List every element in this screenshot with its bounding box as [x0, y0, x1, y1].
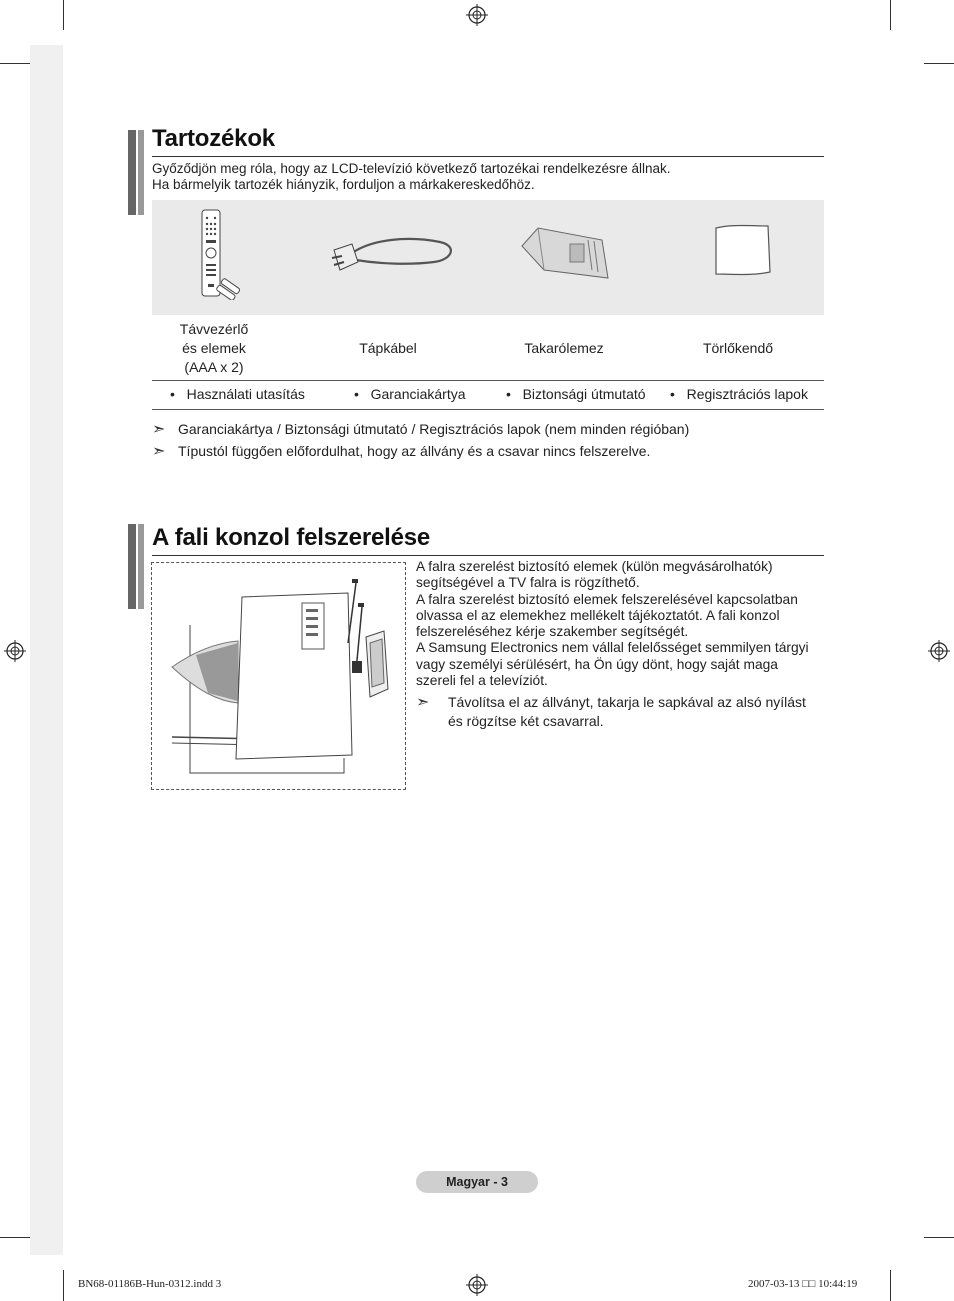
registration-mark-icon	[4, 640, 26, 662]
note-arrow-icon: ➣	[152, 421, 166, 438]
crop-mark	[924, 1237, 954, 1238]
note-arrow-icon: ➣	[416, 694, 430, 711]
page-number-pill: Magyar - 3	[416, 1171, 538, 1193]
wall-mount-body	[416, 559, 826, 689]
crop-mark	[63, 1270, 64, 1301]
document-item-label: Biztonsági útmutató	[522, 386, 646, 402]
intro-line: Ha bármelyik tartozék hiányzik, forduljon a márkakereskedőhöz.	[152, 177, 535, 192]
note-text: Garanciakártya / Biztonsági útmutató / Regisztrációs lapok (nem minden régióban)	[178, 421, 690, 437]
body-line: vagy személyi sérülésért, ha Ön úgy dönt, hogy saját maga	[416, 656, 778, 672]
crop-mark	[924, 63, 954, 64]
accessory-label: Tápkábel	[359, 340, 417, 356]
section-intro	[152, 161, 671, 193]
accessories-panel	[152, 200, 824, 315]
body-line: segítségével a TV falra is rögzíthető.	[416, 575, 640, 591]
document-item: • Biztonsági útmutató	[506, 386, 646, 402]
remote-control-icon	[196, 208, 254, 300]
accessory-label: Törlőkendő	[702, 340, 774, 356]
document-item-label: Használati utasítás	[186, 386, 305, 402]
section-title-accessories: Tartozékok	[152, 125, 275, 152]
crop-mark	[890, 0, 891, 30]
document-item: • Használati utasítás	[170, 386, 305, 402]
power-cable-icon	[330, 228, 456, 278]
document-item: • Garanciakártya	[354, 386, 466, 402]
note-text: Típustól függően előfordulhat, hogy az állvány és a csavar nincs felszerelve.	[178, 443, 651, 459]
document-item-label: Regisztrációs lapok	[686, 386, 808, 402]
section-accent-bar	[138, 130, 144, 215]
documents-row	[152, 380, 824, 410]
wall-mount-note-text	[448, 693, 828, 731]
registration-mark-icon	[466, 4, 488, 26]
crop-mark	[890, 1270, 891, 1301]
note	[152, 419, 689, 439]
accessory-label: Takarólemez	[524, 340, 604, 356]
body-line: szereli fel a televíziót.	[416, 673, 548, 689]
crop-mark	[0, 63, 30, 64]
crop-mark	[0, 1237, 30, 1238]
accessory-label-line: Távvezérlő	[179, 321, 249, 337]
section-accent-bar	[128, 130, 136, 215]
body-line: A falra szerelést biztosító elemek felszerelésével kapcsolatban	[416, 591, 798, 607]
accessory-label-line: (AAA x 2)	[184, 359, 244, 375]
document-item-label: Garanciakártya	[370, 386, 466, 402]
body-line: felszereléséhez kérje szakember segítségét.	[416, 624, 689, 640]
accessory-label-line: és elemek	[182, 340, 246, 356]
wall-mount-illustration	[151, 562, 406, 790]
body-line: olvassa el az elemekhez mellékelt tájékoztatót. A fali konzol	[416, 607, 780, 623]
document-item: • Regisztrációs lapok	[670, 386, 808, 402]
page-margin-strip	[30, 45, 63, 1255]
intro-line: Győződjön meg róla, hogy az LCD-televízió következő tartozékai rendelkezésre állnak.	[152, 161, 671, 176]
section-title-rule	[152, 156, 824, 157]
crop-mark	[63, 0, 64, 30]
section-accent-bar	[138, 524, 144, 609]
wall-mount-diagram-icon	[152, 563, 405, 789]
cover-plate-icon	[518, 220, 610, 280]
body-line: A Samsung Electronics nem vállal felelősséget semmilyen tárgyi	[416, 640, 809, 656]
registration-mark-icon	[928, 640, 950, 662]
registration-mark-icon	[466, 1274, 488, 1296]
body-line: A falra szerelést biztosító elemek (külön megvásárolhatók)	[416, 559, 773, 574]
section-accent-bar	[128, 524, 136, 609]
print-slug-timestamp: 2007-03-13 □□ 10:44:19	[748, 1278, 858, 1290]
cleaning-cloth-icon	[712, 222, 772, 278]
print-slug-filename: BN68-01186B-Hun-0312.indd 3	[78, 1278, 222, 1290]
note-arrow-icon: ➣	[152, 443, 166, 460]
section-title-wall-mount: A fali konzol felszerelése	[152, 524, 431, 551]
note-line: Távolítsa el az állványt, takarja le sapkával az alsó nyílást	[448, 694, 806, 710]
note	[152, 441, 650, 461]
note-line: és rögzítse két csavarral.	[448, 713, 604, 729]
accessory-label	[130, 320, 298, 377]
section-title-rule	[152, 555, 824, 556]
